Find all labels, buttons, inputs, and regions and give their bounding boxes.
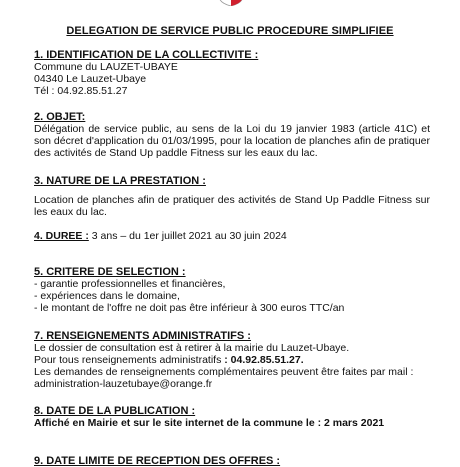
document-title: DELEGATION DE SERVICE PUBLIC PROCEDURE SIMPLIFIEE bbox=[66, 25, 394, 37]
commune-name: Commune du LAUZET-UBAYE bbox=[34, 61, 178, 73]
section-heading: 7. RENSEIGNEMENTS ADMINISTRATIFS : bbox=[34, 330, 251, 342]
list-item: - le montant de l'offre ne doit pas être inférieur à 300 euros TTC/an bbox=[34, 302, 345, 314]
section-identification bbox=[34, 49, 430, 97]
section-heading: 4. DUREE : bbox=[34, 230, 89, 242]
section-renseignements bbox=[34, 330, 430, 390]
publication-text: Affiché en Mairie et sur le site internet de la commune le : 2 mars 2021 bbox=[34, 417, 385, 429]
section-duree bbox=[34, 230, 430, 242]
section-date-limite bbox=[34, 455, 430, 467]
duree-text: 3 ans – du 1er juillet 2021 au 30 juin 2024 bbox=[88, 230, 287, 242]
section-heading: 5. CRITERE DE SELECTION : bbox=[34, 266, 186, 278]
renseignements-line: Pour tous renseignements administratifs bbox=[34, 354, 222, 366]
admin-phone: : 04.92.85.51.27. bbox=[221, 354, 304, 366]
commune-phone: Tél : 04.92.85.51.27 bbox=[34, 85, 128, 97]
list-item: - expériences dans le domaine, bbox=[34, 290, 180, 302]
section-heading: 1. IDENTIFICATION DE LA COLLECTIVITE : bbox=[34, 49, 259, 61]
list-item: - garantie professionnelles et financières, bbox=[34, 278, 226, 290]
municipal-crest-icon bbox=[217, 0, 245, 6]
nature-text: Location de planches afin de pratiquer des activités de Stand Up Paddle Fitness sur les eaux du lac. bbox=[34, 194, 430, 218]
admin-email: administration-lauzetubaye@orange.fr bbox=[34, 378, 213, 390]
section-heading: 9. DATE LIMITE DE RECEPTION DES OFFRES : bbox=[34, 455, 281, 467]
commune-address: 04340 Le Lauzet-Ubaye bbox=[34, 73, 147, 85]
section-heading: 8. DATE DE LA PUBLICATION : bbox=[34, 405, 196, 417]
section-criteres bbox=[34, 266, 430, 314]
section-nature bbox=[34, 175, 430, 218]
objet-text: Délégation de service public, au sens de la Loi du 19 janvier 1983 (article 41C) et son décret d'application du 01/03/1995, pour la location de planches afin de pratiquer des activités de Stand Up paddle Fitness sur les eaux du lac. bbox=[34, 123, 430, 159]
section-publication bbox=[34, 405, 430, 429]
renseignements-line: Le dossier de consultation est à retirer à la mairie du Lauzet-Ubaye. bbox=[34, 342, 350, 354]
section-objet bbox=[34, 111, 430, 159]
section-heading: 3. NATURE DE LA PRESTATION : bbox=[34, 175, 206, 187]
renseignements-line: Les demandes de renseignements complémentaires peuvent être faites par mail : bbox=[34, 366, 414, 378]
section-heading: 2. OBJET: bbox=[34, 111, 86, 123]
